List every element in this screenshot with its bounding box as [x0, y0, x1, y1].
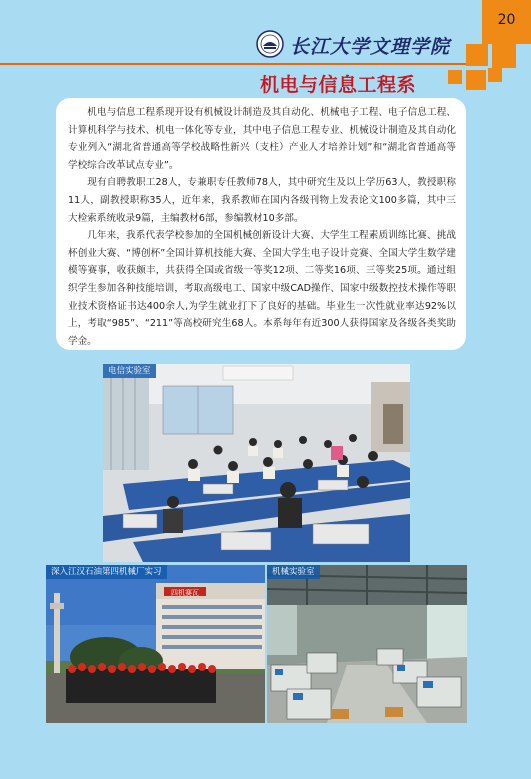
- school-logo-icon: [256, 30, 284, 58]
- paragraph-achievements: 几年来，我系代表学校参加的全国机械创新设计大赛、大学生工程素质训练比赛、挑战杯创业大赛、“博创杯”全国计算机技能大赛、全国大学生电子设计竞赛、全国大学生数学建模等赛事，收获颇丰，共获得全国或省级一等奖12项、二等奖16项、三等奖25项。通过组织学生参加各种技能培训，考取高级电工、国家中级CAD操作、国家中级数控技术操作等职业技术资格证书达400余人,为学生就业打下了良好的基础。毕业生一次性就业率达92%以上，考取“985”、“211”等高校研究生68人。本系每年有近300人获得国家及各级各类奖助学金。: [68, 230, 456, 347]
- paragraph-intro: 机电与信息工程系现开设有机械设计制造及其自动化、机械电子工程、电子信息工程、计算机科学与技术、机电一体化等专业，其中电子信息工程专业、机械设计制造及其自动化专业列入“湖北省普通高等学校战略性新兴（支柱）产业人才培养计划”和“湖北省普通高等学校综合改革试点专业”。: [68, 107, 456, 171]
- lab-scene-image: [103, 364, 410, 562]
- decor-square: [492, 44, 516, 68]
- decor-square: [448, 70, 462, 84]
- decor-square: [466, 44, 488, 66]
- school-name: 长江大学文理学院: [290, 36, 451, 58]
- department-title: 机电与信息工程系: [260, 74, 417, 96]
- intro-text-box: [56, 98, 466, 350]
- photo-label-factory: 深入江汉石油第四机械厂实习: [46, 565, 167, 579]
- photo-factory-internship: [46, 565, 265, 723]
- paragraph-staff: 现有自聘教职工28人，专兼职专任教师78人，其中研究生及以上学历63人，教授职称11人，副教授职称35人，近年来，我系教师在国内各级刊物上发表论文100多篇，其中三大检索系统收录9篇，主编教材6部，参编教材10多部。: [68, 177, 456, 224]
- factory-scene-image: [46, 565, 265, 723]
- decor-square: [466, 70, 486, 90]
- mechanical-lab-image: [267, 565, 467, 723]
- photo-label-electronics-lab: 电信实验室: [103, 364, 156, 378]
- photo-electronics-lab: [103, 364, 410, 562]
- photo-mechanical-lab: [267, 565, 467, 723]
- photo-label-mechanical-lab: 机械实验室: [267, 565, 320, 579]
- decor-square: [488, 68, 502, 82]
- page-number: 20: [497, 12, 516, 28]
- header-divider: [0, 63, 466, 65]
- factory-sign: 四机赛瓦: [171, 589, 199, 597]
